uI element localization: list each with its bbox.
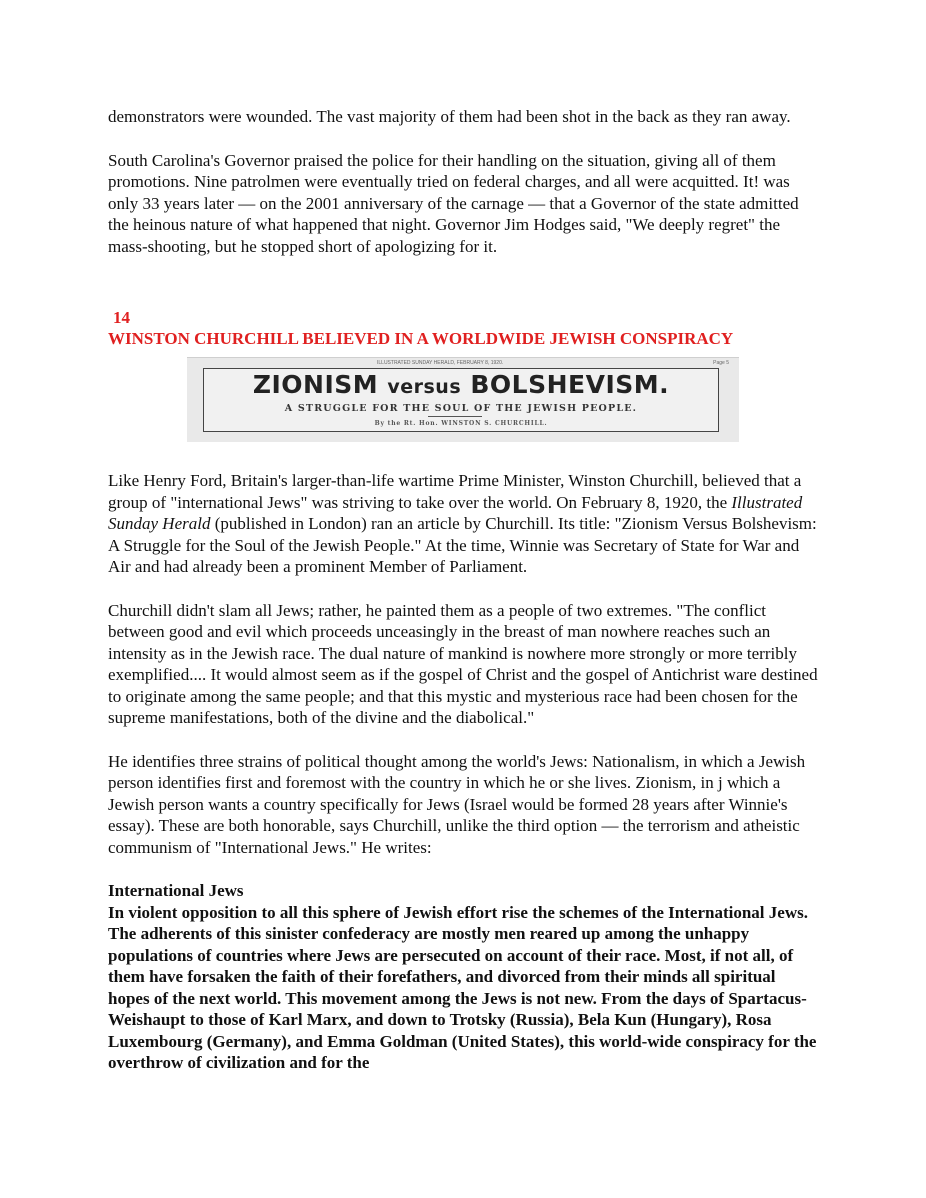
clipping-masthead-right: Page 5 [713, 360, 729, 366]
intro-paragraph-1: demonstrators were wounded. The vast majority of them had been shot in the back as they ran away. [108, 107, 791, 126]
clipping-headline [204, 371, 718, 401]
body-paragraph-1 [108, 470, 820, 578]
quote-text: In violent opposition to all this sphere of Jewish effort rise the schemes of the International Jews. The adherents of this sinister confederacy are mostly men reared up among the unhappy populations of countries where Jews are persecuted on account of their race. Most, if not all, of them have forsaken the faith of their forefathers, and divorced from their minds all spiritual hopes of the next world. This movement among the Jews is not new. From the days of Spartacus-Weishaupt to those of Karl Marx, and down to Trotsky (Russia), Bela Kun (Hungary), Rosa Luxembourg (Germany), and Emma Goldman (United States), this world-wide conspiracy for the overthrow of civilization and for the [108, 902, 817, 1072]
section-spacer [108, 279, 820, 307]
quoted-excerpt [108, 880, 820, 1074]
clipping-byline: By the Rt. Hon. WINSTON S. CHURCHILL. [374, 420, 548, 427]
clipping-headline-part1: ZIONISM [252, 370, 379, 399]
document-page [108, 106, 820, 1096]
body-paragraph-2: Churchill didn't slam all Jews; rather, he painted them as a people of two extremes. "The conflict between good and evil which proceeds unceasingly in the breast of man nowhere reaches such an intensity as in the Jewish race. The dual nature of mankind is nowhere more strongly or more terribly exemplified.... It would almost seem as if the gospel of Christ and the gospel of Antichrist ware destined to originate among the same people; and that this mystic and mysterious race had been chosen for the supreme manifestations, both of the divine and the diabolical." [108, 600, 818, 727]
clipping-subheadline: A STRUGGLE FOR THE SOUL OF THE JEWISH PEOPLE. [284, 403, 638, 414]
newspaper-clipping-image [187, 357, 739, 442]
publication-title: Illustrated Sunday Herald [108, 492, 803, 533]
chapter-title: WINSTON CHURCHILL BELIEVED IN A WORLDWIDE JEWISH CONSPIRACY [108, 329, 734, 348]
intro-paragraph-2: South Carolina's Governor praised the police for their handling on the situation, giving all of them promotions. Nine patrolmen were eventually tried on federal charges, and all were acquitted. It! was only 33 years later — on the 2001 anniversary of the carnage — that a Governor of the state admitted the heinous nature of what happened that night. Governor Jim Hodges said, "We deeply regret" the mass-shooting, but he stopped short of apologizing for it. [108, 150, 799, 256]
quote-heading: International Jews [108, 881, 244, 900]
body-paragraph-1-part-b: (published in London) ran an article by Churchill. Its title: "Zionism Versus Bolshevism: A Struggle for the Soul of the Jewish People." At the time, Winnie was Secretary of State for War and Air and had already been a prominent Member of Parliament. [108, 514, 817, 576]
clipping-headline-part2: versus [387, 376, 462, 398]
body-paragraph-1-part-a: Like Henry Ford, Britain's larger-than-life wartime Prime Minister, Winston Churchill, believed that a group of "international Jews" was striving to take over the world. On February 8, 1920, the [108, 471, 802, 512]
clipping-headline-part3: BOLSHEVISM. [470, 370, 670, 399]
clipping-divider [428, 416, 482, 417]
clipping-masthead-left: ILLUSTRATED SUNDAY HERALD, FEBRUARY 8, 1920. [377, 360, 504, 366]
clipping-headline-box [203, 368, 719, 432]
body-paragraph-3: He identifies three strains of political thought among the world's Jews: Nationalism, in which a Jewish person identifies first and foremost with the country in which he or she lives. Zionism, in j which a Jewish person wants a country specifically for Jews (Israel would be formed 28 years after Winnie's essay). These are both honorable, says Churchill, unlike the third option — the terrorism and atheistic communism of "International Jews." He writes: [108, 751, 806, 857]
chapter-number: 14 [113, 308, 130, 327]
clipping-masthead [187, 359, 739, 367]
